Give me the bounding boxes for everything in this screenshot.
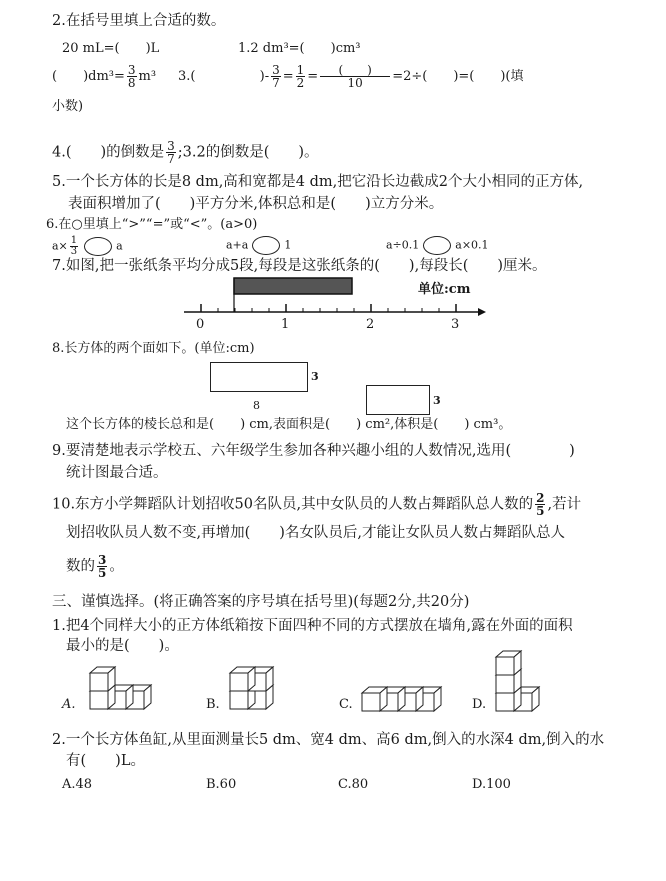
q2-c-fraction: $\frac{3}{8}$ — [127, 63, 136, 90]
figure-a-cubes — [90, 667, 151, 709]
q10-line2: 划招收队员人数不变,再增加( )名女队员后,才能让女队员人数占舞蹈队总人 — [66, 525, 566, 541]
section3-heading: 三、谨慎选择。(将正确答案的序号填在括号里)(每题2分,共20分) — [52, 594, 470, 610]
q10-line3: 数的 $\frac{3}{5}$ 。 — [66, 553, 124, 580]
option-a-label[interactable]: A. — [62, 697, 76, 712]
s3q2-option-a[interactable]: A.48 — [62, 777, 93, 792]
q3-line: 3.( )- $\frac{3}{7}$ = $\frac{1}{2}$ = $\frac{( )}{10}$ =2÷( )=( )(填 — [178, 63, 524, 90]
s3q1-line1: 1.把4个同样大小的正方体纸箱按下面四种不同的方式摆放在墙角,露在外面的面积 — [52, 618, 573, 634]
face1-height: 3 — [311, 370, 319, 383]
q10-line1: 10.东方小学舞蹈队计划招收50名队员,其中女队员的人数占舞蹈队总人数的 $\frac{2}{5}$ ,若计 — [52, 491, 582, 518]
option-c-label[interactable]: C. — [339, 697, 353, 712]
figure-c-cubes — [362, 687, 441, 711]
q4-line: 4.( )的倒数是 $\frac{3}{7}$ ;3.2的倒数是( )。 — [52, 139, 319, 166]
q6-compare-3: a÷0.1 a×0.1 — [386, 236, 489, 255]
q2-heading: 2.在括号里填上合适的数。 — [52, 13, 226, 29]
q9-line1: 9.要清楚地表示学校五、六年级学生参加各种兴趣小组的人数情况,选用( ) — [52, 443, 575, 459]
q5-line2: 表面积增加了( )平方分米,体积总和是( )立方分米。 — [68, 196, 444, 212]
q7-unit: 单位:cm — [418, 282, 471, 297]
tick-label-2: 2 — [366, 317, 375, 332]
tick-label-3: 3 — [451, 317, 460, 332]
face1-width: 8 — [253, 399, 260, 412]
figure-d-cubes — [496, 651, 539, 711]
q9-line2: 统计图最合适。 — [66, 465, 168, 481]
s3q2-option-c[interactable]: C.80 — [338, 777, 369, 792]
s3q2-line1: 2.一个长方体鱼缸,从里面测量长5 dm、宽4 dm、高6 dm,倒入的水深4 dm,倒入的水 — [52, 732, 605, 748]
q6-compare-2: a+a 1 — [226, 236, 291, 255]
option-b-label[interactable]: B. — [206, 697, 220, 712]
s3q2-line2: 有( )L。 — [66, 753, 145, 769]
option-d-label[interactable]: D. — [472, 697, 487, 712]
face2-height: 3 — [433, 394, 441, 407]
s3q1-line2: 最小的是( )。 — [66, 638, 179, 654]
q6-compare-1: a× $\frac{1}{3}$ a — [52, 235, 123, 257]
q7-line: 7.如图,把一张纸条平均分成5段,每段是这张纸条的( ),每段长( )厘米。 — [52, 258, 547, 274]
q5-line1: 5.一个长方体的长是8 dm,高和宽都是4 dm,把它沿长边截成2个大小相同的正方体, — [52, 174, 584, 190]
q3-tail: 小数) — [52, 99, 84, 114]
tick-label-1: 1 — [281, 317, 290, 332]
figure-b-cubes — [230, 667, 273, 709]
q6-heading: 6.在○里填上“>”“=”或“<”。(a>0) — [46, 217, 258, 232]
q2-c-pre: ( )dm³= — [52, 69, 125, 84]
tick-label-0: 0 — [196, 317, 205, 332]
q8-question: 这个长方体的棱长总和是( ) cm,表面积是( ) cm²,体积是( ) cm³。 — [66, 417, 512, 432]
q8-heading: 8.长方体的两个面如下。(单位:cm) — [52, 341, 255, 356]
q2-c-unit: m³ — [138, 69, 157, 84]
q2-item-a: 20 mL=( )L — [62, 41, 160, 56]
s3q2-option-d[interactable]: D.100 — [472, 777, 511, 792]
q2-item-b: 1.2 dm³=( )cm³ — [238, 41, 361, 56]
s3q2-option-b[interactable]: B.60 — [206, 777, 237, 792]
